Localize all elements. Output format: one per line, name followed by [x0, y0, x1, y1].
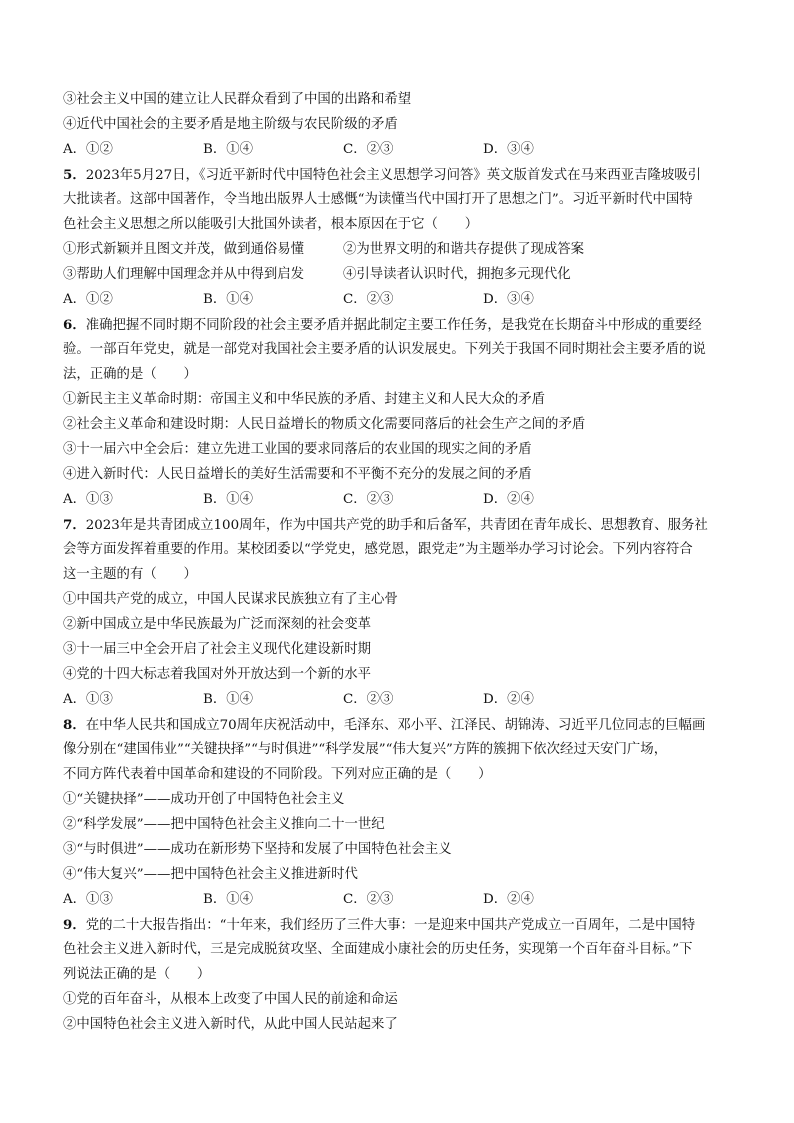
q6-stem-line-2: 验。一部百年党史，就是一部党对我国社会主要矛盾的认识发展史。下列关于我国不同时期社会主要矛盾的说: [63, 342, 706, 357]
q6-stem-line-3: 法，正确的是（ ）: [63, 367, 197, 382]
q4-option-a[interactable]: A．①②: [63, 142, 113, 157]
q7-options: [63, 691, 743, 709]
q4-statement-4: ④近代中国社会的主要矛盾是地主阶级与农民阶级的矛盾: [63, 117, 398, 132]
q7-option-b[interactable]: B．①④: [203, 692, 254, 707]
q5-statement-1: ①形式新颖并且图文并茂，做到通俗易懂: [63, 242, 305, 257]
q8-statement-3: ③“与时俱进”——成功在新形势下坚持和发展了中国特色社会主义: [63, 842, 452, 857]
q9-statement-1: ①党的百年奋斗，从根本上改变了中国人民的前途和命运: [63, 992, 398, 1007]
q8-option-c[interactable]: C．②③: [343, 892, 394, 907]
q7-statement-4: ④党的十四大标志着我国对外开放达到一个新的水平: [63, 667, 371, 682]
q9-stem-line-3: 列说法正确的是（ ）: [63, 967, 211, 982]
q5-statements-row-2: [63, 266, 743, 284]
q5-option-b[interactable]: B．①④: [203, 292, 254, 307]
q6-option-c[interactable]: C．②③: [343, 492, 394, 507]
q8-stem-text-1: 在中华人民共和国成立70周年庆祝活动中，毛泽东、邓小平、江泽民、胡锦涛、习近平几位同志的巨幅画: [85, 718, 706, 733]
q4-options: [63, 141, 743, 159]
q7-statement-3: ③十一届三中全会开启了社会主义现代化建设新时期: [63, 642, 371, 657]
q5-stem-text-1: 2023年5月27日，《习近平新时代中国特色社会主义思想学习问答》英文版首发式在马来西亚吉隆坡吸引: [85, 168, 702, 183]
q8-statement-2: ②“科学发展”——把中国特色社会主义推向二十一世纪: [63, 817, 385, 832]
q5-stem-line-1: [63, 166, 739, 185]
q9-number: 9．: [63, 917, 86, 933]
q8-stem-line-2: 像分别在“建国伟业”“关键抉择”“与时俱进”“科学发展”“伟大复兴”方阵的簇拥下依次经过天安门广场，: [63, 742, 668, 757]
q8-stem-line-1: [63, 716, 739, 735]
q5-statement-2: ②为世界文明的和谐共存提供了现成答案: [343, 242, 585, 257]
q6-statement-2: ②社会主义革命和建设时期：人民日益增长的物质文化需要同落后的社会生产之间的矛盾: [63, 417, 586, 432]
q7-statement-1: ①中国共产党的成立，中国人民谋求民族独立有了主心骨: [63, 592, 398, 607]
q7-stem-text-1: 2023年是共青团成立100周年，作为中国共产党的助手和后备军，共青团在青年成长、思想教育、服务社: [85, 518, 708, 533]
q7-option-d[interactable]: D．②④: [483, 692, 534, 707]
q4-statement-3: ③社会主义中国的建立让人民群众看到了中国的出路和希望: [63, 92, 412, 107]
q8-statement-1: ①“关键抉择”——成功开创了中国特色社会主义: [63, 792, 345, 807]
q5-option-c[interactable]: C．②③: [343, 292, 394, 307]
q8-option-a[interactable]: A．①③: [63, 892, 113, 907]
q8-number: 8．: [63, 717, 86, 733]
q6-statement-1: ①新民主主义革命时期：帝国主义和中华民族的矛盾、封建主义和人民大众的矛盾: [63, 392, 546, 407]
q9-stem-line-1: [63, 916, 739, 935]
q5-option-a[interactable]: A．①②: [63, 292, 113, 307]
q6-statement-3: ③十一届六中全会后：建立先进工业国的要求同落后的农业国的现实之间的矛盾: [63, 442, 532, 457]
q6-number: 6．: [63, 317, 86, 333]
q8-option-b[interactable]: B．①④: [203, 892, 254, 907]
q5-stem-line-3: 色社会主义思想之所以能吸引大批国外读者，根本原因在于它（ ）: [63, 217, 479, 232]
q6-options: [63, 491, 743, 509]
q8-option-d[interactable]: D．②④: [483, 892, 534, 907]
q6-option-b[interactable]: B．①④: [203, 492, 254, 507]
q5-statement-3: ③帮助人们理解中国理念并从中得到启发: [63, 267, 305, 282]
q7-statement-2: ②新中国成立是中华民族最为广泛而深刻的社会变革: [63, 617, 371, 632]
q8-statement-4: ④“伟大复兴”——把中国特色社会主义推进新时代: [63, 867, 358, 882]
q6-stem-text-1: 准确把握不同时期不同阶段的社会主要矛盾并据此制定主要工作任务，是我党在长期奋斗中形成的重要经: [85, 318, 702, 333]
q7-stem-line-1: [63, 516, 739, 535]
q8-options: [63, 891, 743, 909]
q6-option-a[interactable]: A．①③: [63, 492, 113, 507]
q7-stem-line-2: 会等方面发挥着重要的作用。某校团委以“学党史，感党恩，跟党走”为主题举办学习讨论会。下列内容符合: [63, 542, 693, 557]
q6-option-d[interactable]: D．②④: [483, 492, 534, 507]
q7-option-a[interactable]: A．①③: [63, 692, 113, 707]
q6-stem-line-1: [63, 316, 739, 335]
q7-stem-line-3: 这一主题的有（ ）: [63, 567, 197, 582]
q4-option-b[interactable]: B．①④: [203, 142, 254, 157]
q8-stem-line-3: 不同方阵代表着中国革命和建设的不同阶段。下列对应正确的是（ ）: [63, 767, 492, 782]
q5-option-d[interactable]: D．③④: [483, 292, 534, 307]
q5-options: [63, 291, 743, 309]
q6-statement-4: ④进入新时代：人民日益增长的美好生活需要和不平衡不充分的发展之间的矛盾: [63, 467, 532, 482]
q9-statement-2: ②中国特色社会主义进入新时代，从此中国人民站起来了: [63, 1017, 398, 1032]
q9-stem-text-1: 党的二十大报告指出：“十年来，我们经历了三件大事：一是迎来中国共产党成立一百周年，二是中国特: [85, 918, 696, 933]
q5-number: 5．: [63, 167, 86, 183]
q7-option-c[interactable]: C．②③: [343, 692, 394, 707]
q9-stem-line-2: 色社会主义进入新时代，三是完成脱贫攻坚、全面建成小康社会的历史任务，实现第一个百年奋斗目标。”下: [63, 942, 693, 957]
q5-stem-line-2: 大批读者。这部中国著作，令当地出版界人士感慨“为读懂当代中国打开了思想之门”。习近平新时代中国特: [63, 192, 693, 207]
q7-number: 7．: [63, 517, 86, 533]
q4-option-c[interactable]: C．②③: [343, 142, 394, 157]
q5-statements-row-1: [63, 241, 743, 259]
q5-statement-4: ④引导读者认识时代，拥抱多元现代化: [343, 267, 571, 282]
q4-option-d[interactable]: D．③④: [483, 142, 534, 157]
